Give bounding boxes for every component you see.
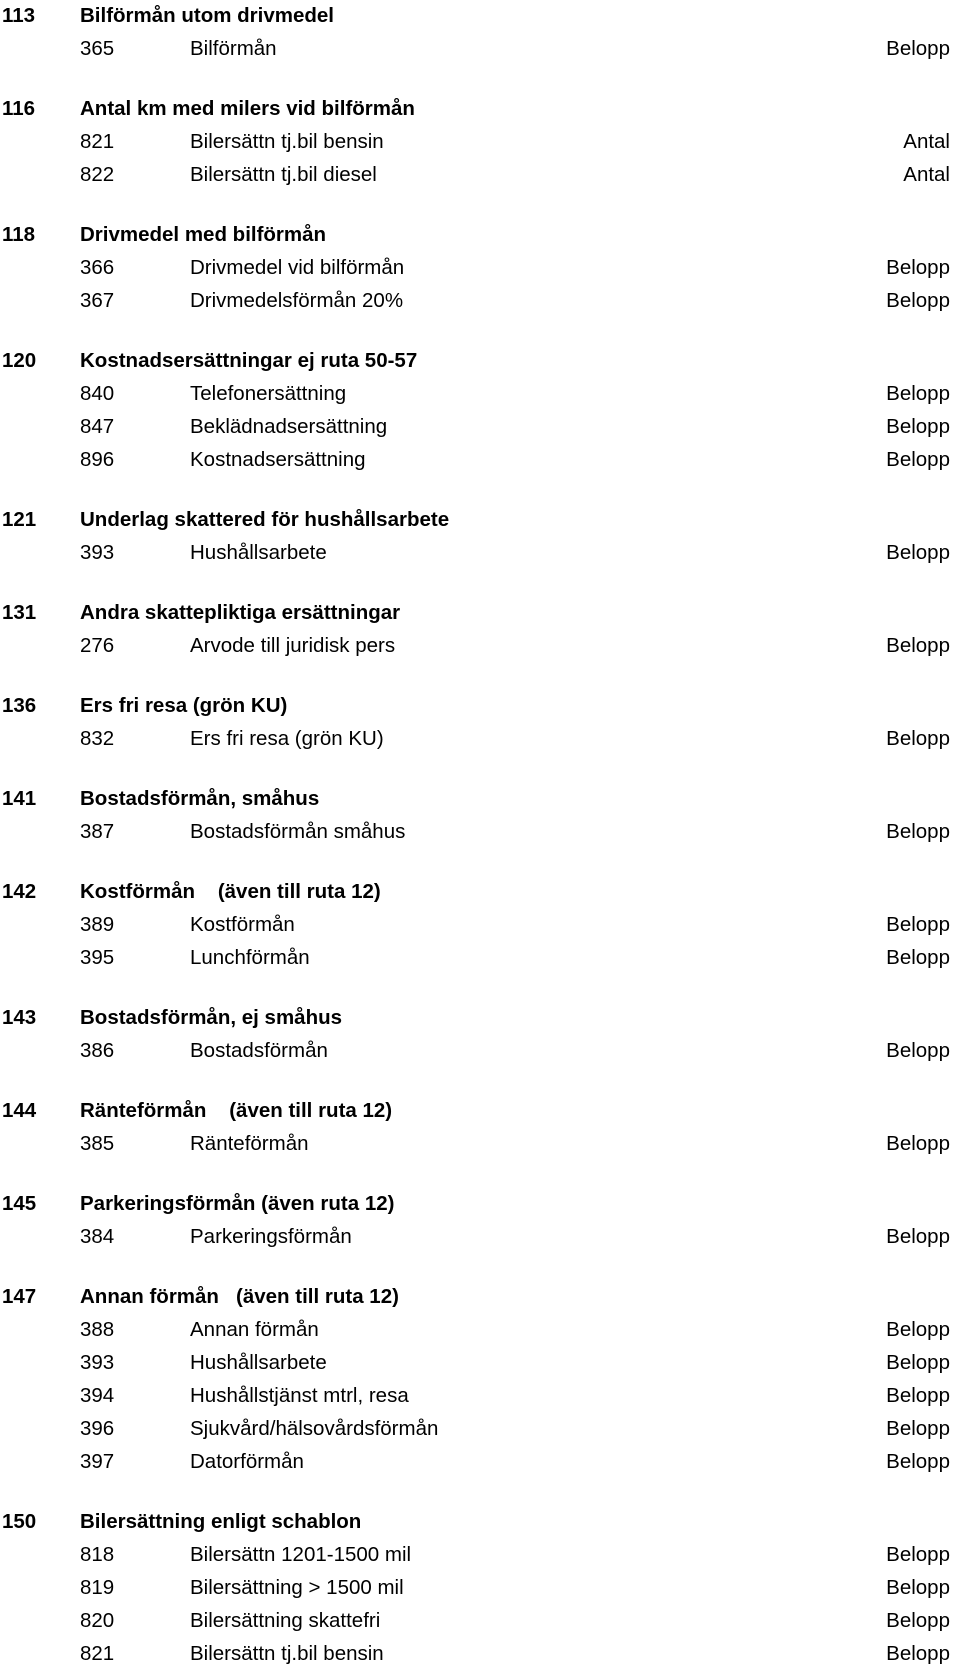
- section-code: 142: [2, 880, 37, 903]
- list-item: [0, 1379, 960, 1412]
- item-description: Beklädnadsersättning: [190, 415, 388, 438]
- section-title: Ers fri resa (grön KU): [80, 694, 288, 717]
- section-spacer: [0, 476, 960, 504]
- list-item: [0, 284, 960, 317]
- section-code: 141: [2, 787, 37, 810]
- item-code: 820: [80, 1609, 115, 1632]
- section-code: 147: [2, 1285, 37, 1308]
- section-spacer: [0, 569, 960, 597]
- section-title: Bostadsförmån, småhus: [80, 787, 320, 810]
- section-code: 150: [2, 1510, 37, 1533]
- item-code: 386: [80, 1039, 115, 1062]
- item-description: Arvode till juridisk pers: [190, 634, 396, 657]
- section-header: [0, 345, 960, 377]
- section-title: Antal km med milers vid bilförmån: [80, 97, 415, 120]
- item-unit: Belopp: [886, 1450, 950, 1473]
- section-code: 121: [2, 508, 37, 531]
- item-unit: Belopp: [886, 1384, 950, 1407]
- section-header: [0, 1506, 960, 1538]
- item-code: 388: [80, 1318, 115, 1341]
- list-item: [0, 1127, 960, 1160]
- item-description: Hushållstjänst mtrl, resa: [190, 1384, 409, 1407]
- list-item: [0, 251, 960, 284]
- item-code: 821: [80, 1642, 115, 1665]
- section-143: [0, 1002, 960, 1095]
- section-147: [0, 1281, 960, 1506]
- list-item: [0, 1538, 960, 1571]
- section-title: Andra skattepliktiga ersättningar: [80, 601, 401, 624]
- item-unit: Belopp: [886, 1132, 950, 1155]
- item-description: Drivmedel vid bilförmån: [190, 256, 405, 279]
- section-code: 136: [2, 694, 37, 717]
- list-item: [0, 32, 960, 65]
- section-142: [0, 876, 960, 1002]
- section-136: [0, 690, 960, 783]
- section-title: Annan förmån (även till ruta 12): [80, 1285, 399, 1308]
- item-code: 384: [80, 1225, 115, 1248]
- item-code: 366: [80, 256, 115, 279]
- item-code: 276: [80, 634, 115, 657]
- list-item: [0, 1412, 960, 1445]
- item-unit: Antal: [903, 163, 950, 186]
- item-description: Kostförmån: [190, 913, 295, 936]
- item-code: 847: [80, 415, 115, 438]
- section-141: [0, 783, 960, 876]
- item-unit: Belopp: [886, 448, 950, 471]
- section-spacer: [0, 191, 960, 219]
- item-description: Bilförmån: [190, 37, 277, 60]
- item-code: 832: [80, 727, 115, 750]
- item-code: 818: [80, 1543, 115, 1566]
- item-description: Bilersättn 1201-1500 mil: [190, 1543, 412, 1566]
- item-unit: Belopp: [886, 289, 950, 312]
- section-code: 131: [2, 601, 37, 624]
- item-code: 822: [80, 163, 115, 186]
- list-item: [0, 536, 960, 569]
- section-spacer: [0, 65, 960, 93]
- section-113: [0, 0, 960, 93]
- section-title: Kostförmån (även till ruta 12): [80, 880, 381, 903]
- section-header: [0, 504, 960, 536]
- item-unit: Belopp: [886, 1642, 950, 1665]
- item-unit: Belopp: [886, 727, 950, 750]
- section-title: Bilersättning enligt schablon: [80, 1510, 362, 1533]
- list-item: [0, 1346, 960, 1379]
- section-header: [0, 597, 960, 629]
- section-header: [0, 0, 960, 32]
- item-code: 393: [80, 1351, 115, 1374]
- item-description: Sjukvård/hälsovårdsförmån: [190, 1417, 439, 1440]
- item-unit: Belopp: [886, 37, 950, 60]
- section-145: [0, 1188, 960, 1281]
- item-unit: Belopp: [886, 1609, 950, 1632]
- item-unit: Belopp: [886, 1225, 950, 1248]
- item-unit: Belopp: [886, 820, 950, 843]
- item-code: 367: [80, 289, 115, 312]
- section-header: [0, 1281, 960, 1313]
- item-unit: Belopp: [886, 1351, 950, 1374]
- item-description: Lunchförmån: [190, 946, 310, 969]
- item-code: 396: [80, 1417, 115, 1440]
- item-description: Hushållsarbete: [190, 1351, 327, 1374]
- item-code: 365: [80, 37, 115, 60]
- section-spacer: [0, 317, 960, 345]
- section-title: Ränteförmån (även till ruta 12): [80, 1099, 393, 1122]
- section-code: 144: [2, 1099, 37, 1122]
- section-header: [0, 1002, 960, 1034]
- item-unit: Belopp: [886, 256, 950, 279]
- list-item: [0, 815, 960, 848]
- item-code: 840: [80, 382, 115, 405]
- section-title: Drivmedel med bilförmån: [80, 223, 327, 246]
- list-item: [0, 722, 960, 755]
- section-code: 116: [2, 97, 36, 120]
- item-unit: Belopp: [886, 1318, 950, 1341]
- section-spacer: [0, 662, 960, 690]
- item-code: 821: [80, 130, 115, 153]
- item-description: Datorförmån: [190, 1450, 304, 1473]
- item-description: Annan förmån: [190, 1318, 319, 1341]
- section-spacer: [0, 1478, 960, 1506]
- section-title: Parkeringsförmån (även ruta 12): [80, 1192, 395, 1215]
- list-item: [0, 410, 960, 443]
- section-code: 118: [2, 223, 36, 246]
- item-unit: Belopp: [886, 1039, 950, 1062]
- section-code: 145: [2, 1192, 37, 1215]
- list-item: [0, 1220, 960, 1253]
- list-item: [0, 443, 960, 476]
- section-header: [0, 876, 960, 908]
- item-unit: Belopp: [886, 1543, 950, 1566]
- section-spacer: [0, 755, 960, 783]
- section-header: [0, 219, 960, 251]
- item-description: Telefonersättning: [190, 382, 347, 405]
- item-code: 397: [80, 1450, 115, 1473]
- item-code: 385: [80, 1132, 115, 1155]
- item-description: Bilersättn tj.bil bensin: [190, 130, 384, 153]
- item-code: 819: [80, 1576, 115, 1599]
- item-code: 393: [80, 541, 115, 564]
- item-description: Bostadsförmån: [190, 1039, 328, 1062]
- list-item: [0, 941, 960, 974]
- section-title: Bostadsförmån, ej småhus: [80, 1006, 343, 1029]
- item-unit: Belopp: [886, 1576, 950, 1599]
- item-description: Kostnadsersättning: [190, 448, 366, 471]
- item-unit: Belopp: [886, 415, 950, 438]
- item-description: Ers fri resa (grön KU): [190, 727, 384, 750]
- item-code: 896: [80, 448, 115, 471]
- item-unit: Belopp: [886, 541, 950, 564]
- section-131: [0, 597, 960, 690]
- section-title: Kostnadsersättningar ej ruta 50-57: [80, 349, 418, 372]
- section-code: 113: [2, 4, 36, 27]
- list-item: [0, 1604, 960, 1637]
- section-header: [0, 93, 960, 125]
- item-description: Hushållsarbete: [190, 541, 327, 564]
- item-description: Ränteförmån: [190, 1132, 309, 1155]
- section-spacer: [0, 1253, 960, 1281]
- section-code: 120: [2, 349, 37, 372]
- list-item: [0, 1637, 960, 1670]
- item-description: Parkeringsförmån: [190, 1225, 352, 1248]
- section-spacer: [0, 1067, 960, 1095]
- section-116: [0, 93, 960, 219]
- item-description: Bilersättning > 1500 mil: [190, 1576, 404, 1599]
- item-code: 387: [80, 820, 115, 843]
- item-unit: Belopp: [886, 382, 950, 405]
- item-description: Bilersättn tj.bil diesel: [190, 163, 377, 186]
- item-code: 395: [80, 946, 115, 969]
- section-header: [0, 1095, 960, 1127]
- section-title: Underlag skattered för hushållsarbete: [80, 508, 450, 531]
- item-description: Bilersättning skattefri: [190, 1609, 381, 1632]
- list-item: [0, 1313, 960, 1346]
- section-header: [0, 783, 960, 815]
- list-item: [0, 1445, 960, 1478]
- section-121: [0, 504, 960, 597]
- item-code: 389: [80, 913, 115, 936]
- section-spacer: [0, 974, 960, 1002]
- list-item: [0, 908, 960, 941]
- list-item: [0, 158, 960, 191]
- list-item: [0, 629, 960, 662]
- section-title: Bilförmån utom drivmedel: [80, 4, 335, 27]
- section-120: [0, 345, 960, 504]
- item-description: Drivmedelsförmån 20%: [190, 289, 404, 312]
- item-unit: Belopp: [886, 1417, 950, 1440]
- section-code: 143: [2, 1006, 37, 1029]
- section-spacer: [0, 848, 960, 876]
- section-spacer: [0, 1160, 960, 1188]
- item-description: Bostadsförmån småhus: [190, 820, 406, 843]
- list-item: [0, 125, 960, 158]
- section-150: [0, 1506, 960, 1670]
- section-header: [0, 690, 960, 722]
- section-144: [0, 1095, 960, 1188]
- item-unit: Belopp: [886, 946, 950, 969]
- section-header: [0, 1188, 960, 1220]
- list-item: [0, 1034, 960, 1067]
- item-unit: Belopp: [886, 913, 950, 936]
- list-item: [0, 1571, 960, 1604]
- item-unit: Antal: [903, 130, 950, 153]
- item-unit: Belopp: [886, 634, 950, 657]
- item-code: 394: [80, 1384, 115, 1407]
- list-item: [0, 377, 960, 410]
- section-118: [0, 219, 960, 345]
- item-description: Bilersättn tj.bil bensin: [190, 1642, 384, 1665]
